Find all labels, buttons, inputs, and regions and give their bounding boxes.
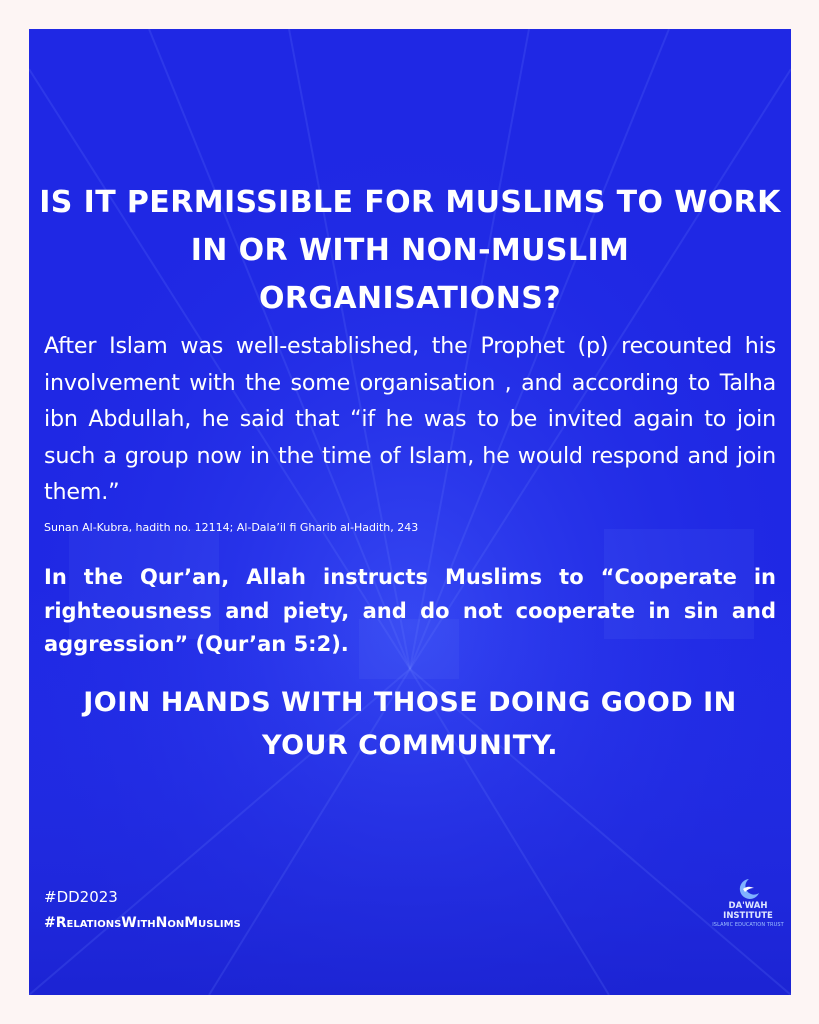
call-to-action: JOIN HANDS WITH THOSE DOING GOOD IN YOUR COMMUNITY.: [83, 687, 737, 761]
hashtag-relations: #RelationsWithNonMuslims: [44, 915, 241, 931]
logo-line-3: ISLAMIC EDUCATION TRUST: [712, 922, 784, 928]
corridor-background: [29, 29, 791, 995]
hashtag-dd2023: #DD2023: [44, 888, 118, 906]
logo-line-2: INSTITUTE: [723, 911, 773, 921]
headline: IS IT PERMISSIBLE FOR MUSLIMS TO WORK IN OR WITH NON-MUSLIM ORGANISATIONS?: [39, 185, 781, 316]
logo-line-1: DA'WAH: [728, 901, 768, 911]
body-paragraph: After Islam was well-established, the Prophet (p) recounted his involvement with the some organisation , and according to Talha ibn Abdullah, he said that “if he was to be invited again to join such a group now in the time of Islam, he would respond and join them.”: [44, 333, 776, 505]
dawah-institute-logo: [705, 877, 791, 929]
crescent-logo-icon: [735, 877, 761, 901]
quran-verse: In the Qur’an, Allah instructs Muslims to “Cooperate in righteousness and piety, and do not cooperate in sin and aggression” (Qur’an 5:2).: [44, 565, 776, 656]
citation: Sunan Al-Kubra, hadith no. 12114; Al-Dala’il fi Gharib al-Hadith, 243: [44, 521, 419, 534]
poster: [29, 29, 791, 995]
